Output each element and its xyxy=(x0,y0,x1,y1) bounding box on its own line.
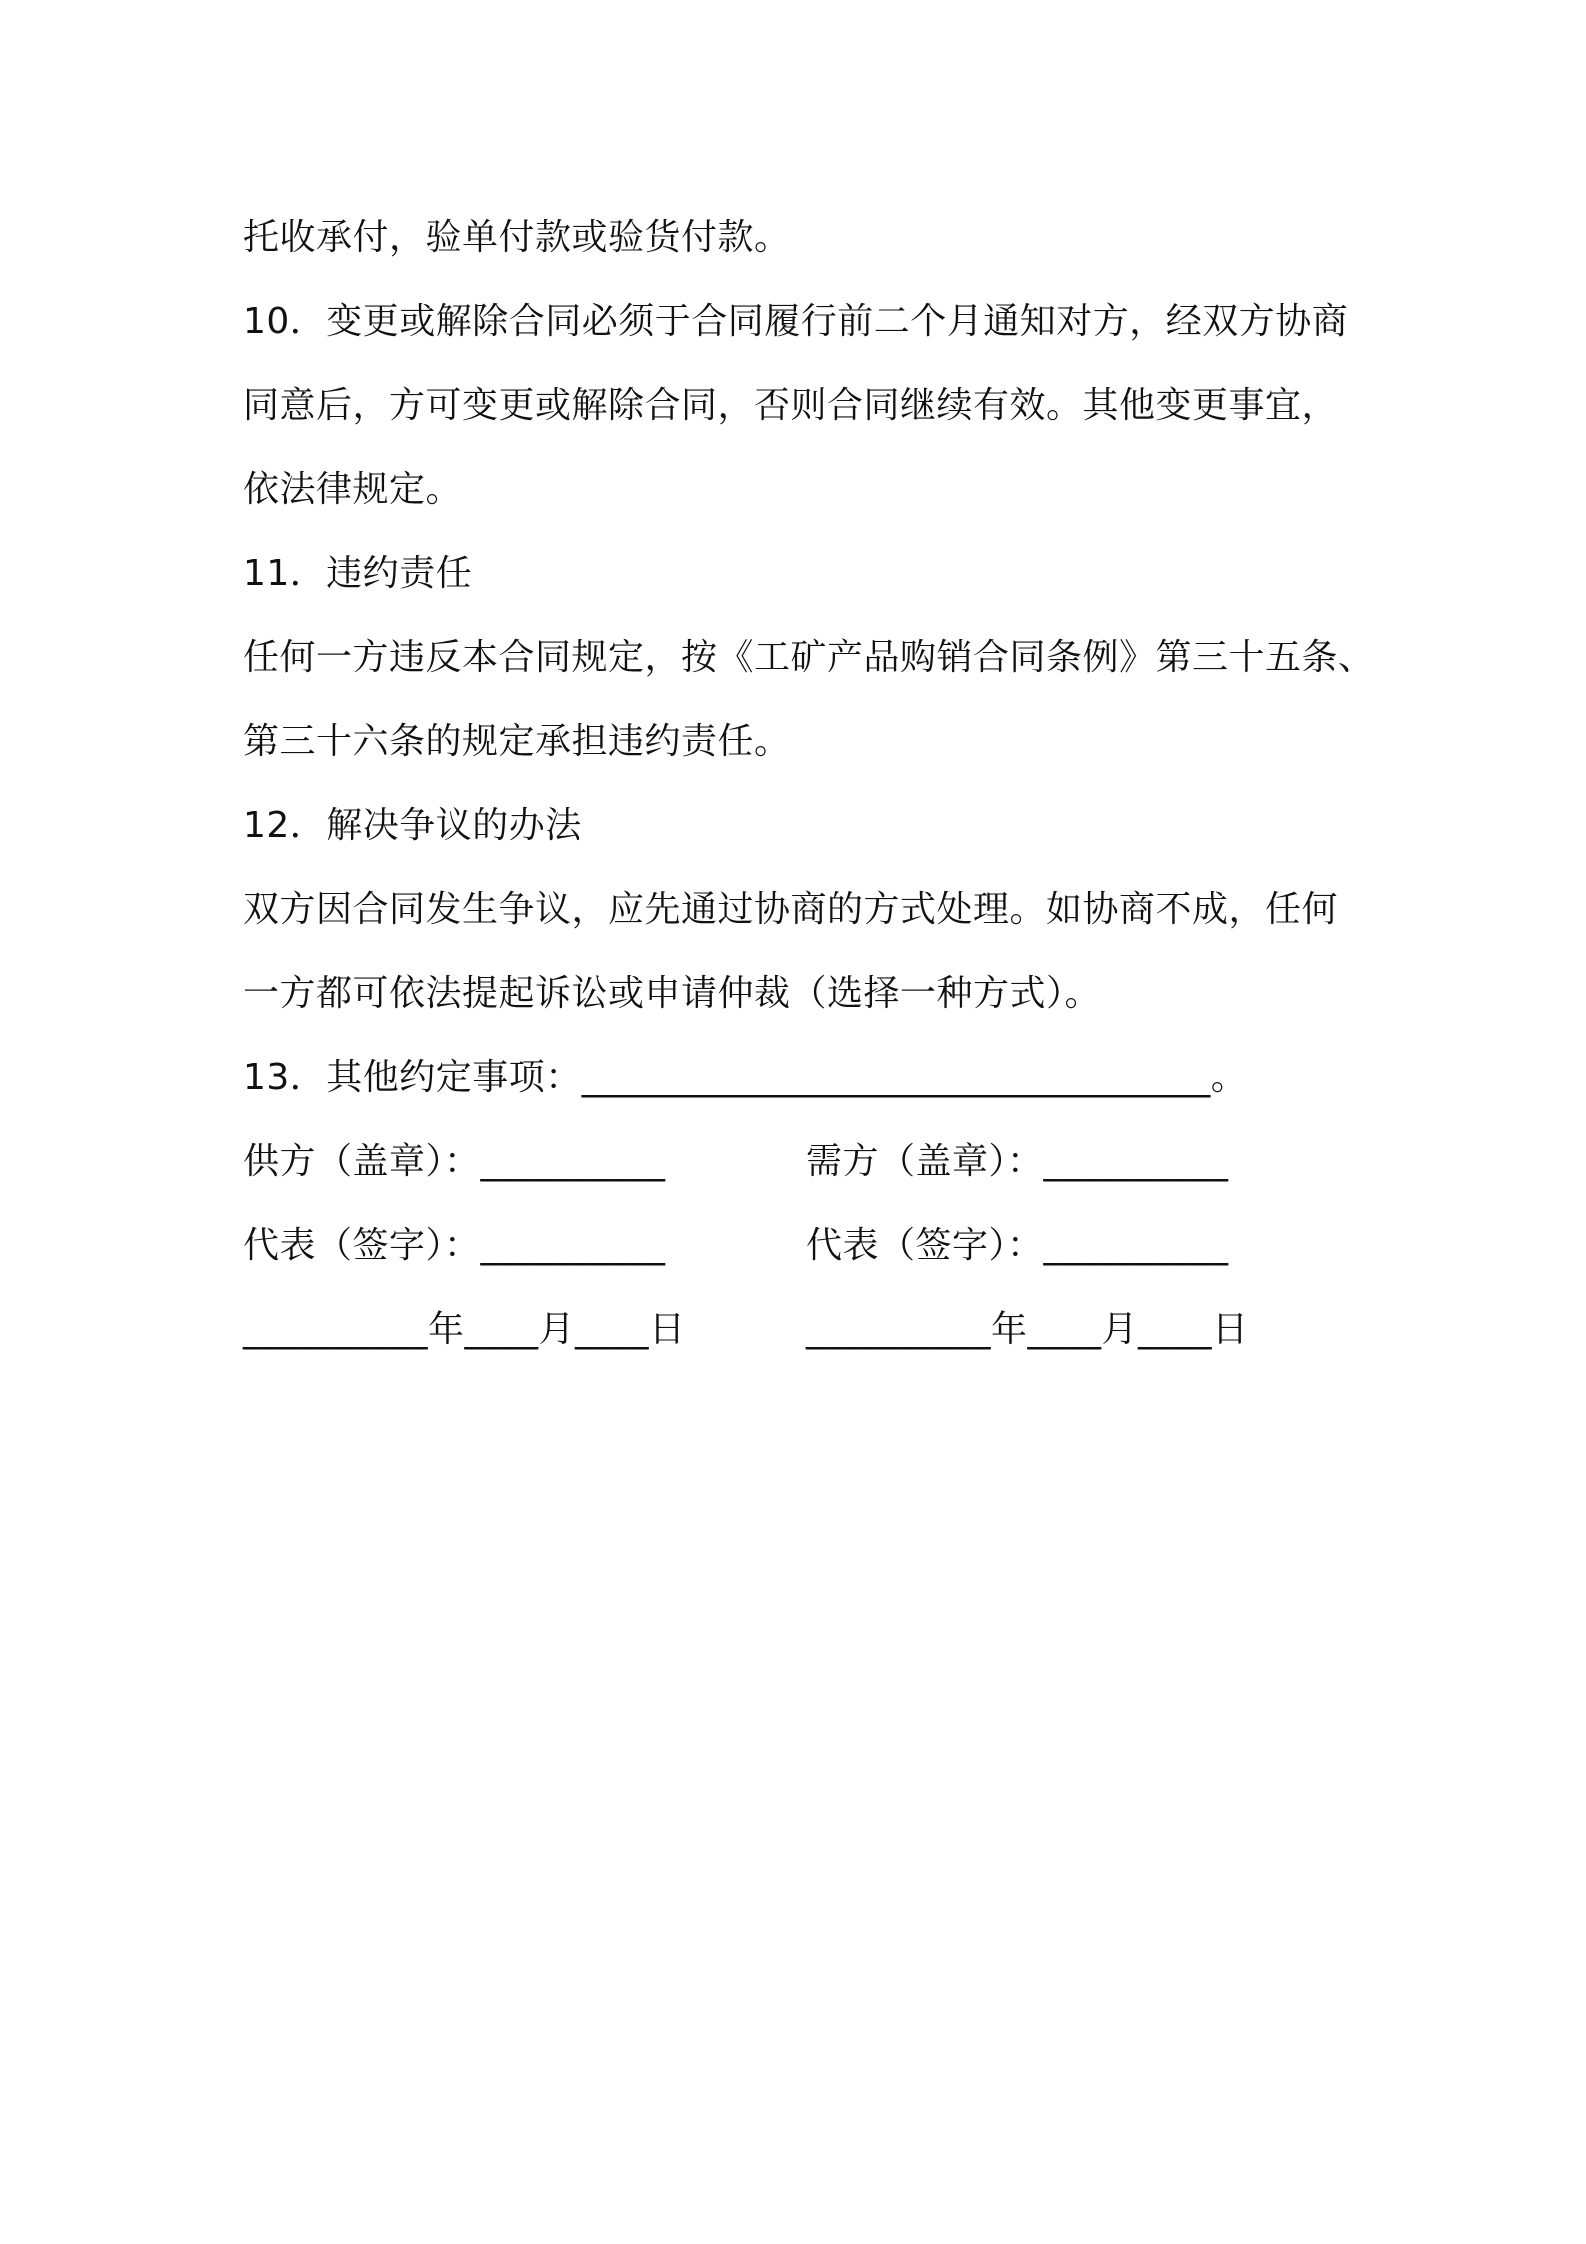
buyer-date-field: __________年____月____日 xyxy=(806,1309,1249,1350)
clause-11-line-2: 第三十六条的规定承担违约责任。 xyxy=(243,721,791,762)
clause-10-line-1: 10．变更或解除合同必须于合同履行前二个月通知对方，经双方协商 xyxy=(243,301,1349,342)
clause-11-heading: 11．违约责任 xyxy=(243,553,473,594)
payment-method-line: 托收承付，验单付款或验货付款。 xyxy=(243,217,791,258)
clause-10-line-2: 同意后，方可变更或解除合同，否则合同继续有效。其他变更事宜， xyxy=(243,385,1339,426)
clause-12-line-1: 双方因合同发生争议，应先通过协商的方式处理。如协商不成，任何 xyxy=(243,889,1339,930)
contract-body xyxy=(243,196,1375,1372)
supplier-date-field: __________年____月____日 xyxy=(243,1309,686,1350)
clause-12-heading: 12．解决争议的办法 xyxy=(243,805,582,846)
clause-10-line-3: 依法律规定。 xyxy=(243,469,463,510)
buyer-representative-field: 代表（签字）：__________ xyxy=(806,1225,1229,1266)
buyer-seal-field: 需方（盖章）：__________ xyxy=(806,1141,1229,1182)
clause-13-line: 13．其他约定事项：__________________________________。 xyxy=(243,1057,1248,1098)
date-row xyxy=(243,1288,1363,1372)
seal-row xyxy=(243,1120,1363,1204)
clause-11-line-1: 任何一方违反本合同规定，按《工矿产品购销合同条例》第三十五条、 xyxy=(243,637,1375,678)
representative-row xyxy=(243,1204,1363,1288)
supplier-seal-field: 供方（盖章）：__________ xyxy=(243,1141,666,1182)
supplier-representative-field: 代表（签字）：__________ xyxy=(243,1225,666,1266)
clause-12-line-2: 一方都可依法提起诉讼或申请仲裁（选择一种方式）。 xyxy=(243,973,1102,1014)
